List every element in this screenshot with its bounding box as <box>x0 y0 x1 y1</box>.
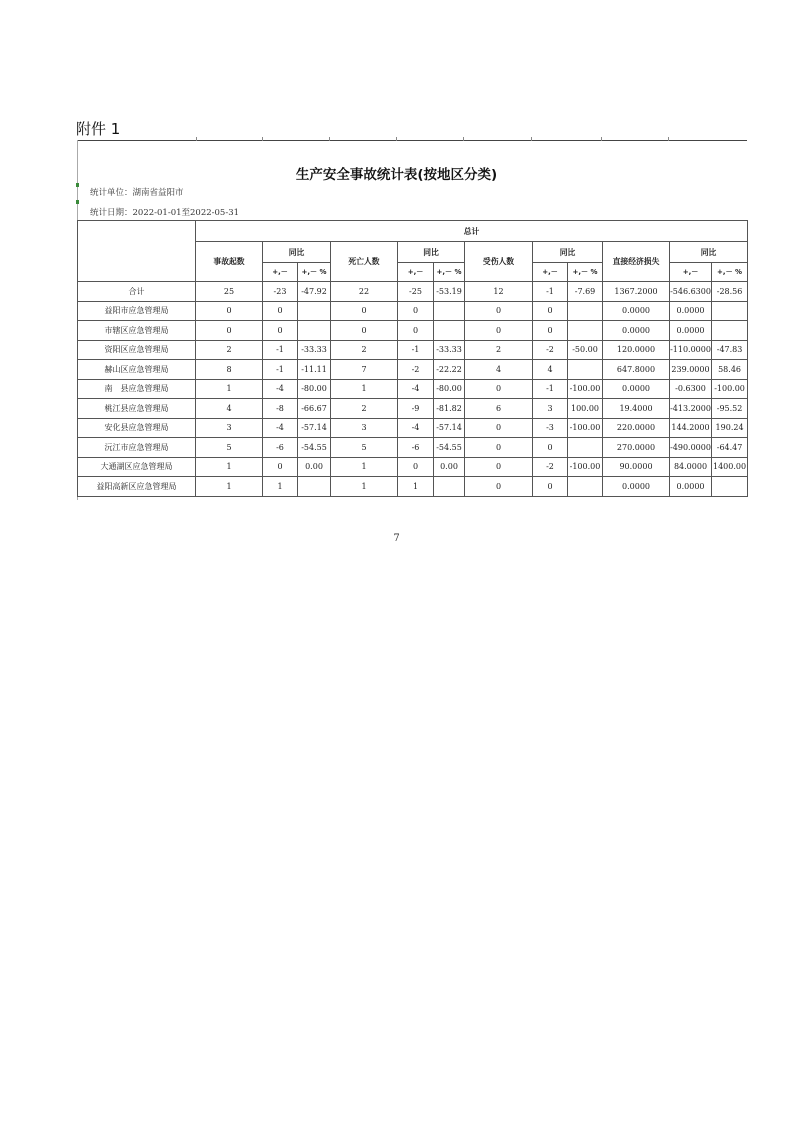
injuries-cell: 0 <box>465 457 533 477</box>
table-row <box>78 360 748 380</box>
deaths-pct-cell: -22.22 <box>434 360 465 380</box>
loss-pct-cell: 58.46 <box>712 360 748 380</box>
injuries-pct-cell <box>568 321 603 341</box>
accidents-pct-cell: 0.00 <box>298 457 331 477</box>
accidents-pct-cell <box>298 477 331 497</box>
injuries-pct-cell: -100.00 <box>568 418 603 438</box>
cell-marker <box>76 183 79 187</box>
injuries-pct-cell: -100.00 <box>568 379 603 399</box>
acc-pct-header: +,－ % <box>298 263 331 282</box>
injuries-diff-cell: 0 <box>533 438 568 458</box>
deaths-diff-cell: 0 <box>398 457 434 477</box>
accidents-pct-cell: -47.92 <box>298 282 331 302</box>
total-header: 总计 <box>196 221 748 242</box>
region-cell: 南 县应急管理局 <box>78 379 196 399</box>
deaths-diff-cell: 1 <box>398 477 434 497</box>
region-cell: 安化县应急管理局 <box>78 418 196 438</box>
injuries-pct-cell <box>568 477 603 497</box>
death-pct-header: +,－ % <box>434 263 465 282</box>
deaths-diff-cell: -1 <box>398 340 434 360</box>
deaths-diff-cell: -4 <box>398 418 434 438</box>
accidents-diff-cell: -23 <box>263 282 298 302</box>
loss-diff-cell: 0.0000 <box>670 477 712 497</box>
loss-pct-cell <box>712 477 748 497</box>
loss-pct-cell: -47.83 <box>712 340 748 360</box>
injuries-cell: 0 <box>465 418 533 438</box>
region-cell: 益阳高新区应急管理局 <box>78 477 196 497</box>
injuries-header: 受伤人数 <box>465 242 533 282</box>
loss-cell: 220.0000 <box>603 418 670 438</box>
injuries-pct-cell <box>568 360 603 380</box>
table-row <box>78 418 748 438</box>
accidents-yoy-header: 同比 <box>263 242 331 263</box>
injuries-cell: 12 <box>465 282 533 302</box>
loss-cell: 90.0000 <box>603 457 670 477</box>
accidents-pct-cell <box>298 321 331 341</box>
accidents-pct-cell: -66.67 <box>298 399 331 419</box>
column-tick <box>262 137 263 141</box>
loss-cell: 0.0000 <box>603 379 670 399</box>
accidents-diff-cell: 0 <box>263 301 298 321</box>
deaths-cell: 22 <box>331 282 398 302</box>
accidents-diff-cell: 1 <box>263 477 298 497</box>
deaths-cell: 1 <box>331 457 398 477</box>
table-row <box>78 379 748 399</box>
injuries-diff-cell: 3 <box>533 399 568 419</box>
loss-cell: 270.0000 <box>603 438 670 458</box>
accidents-pct-cell: -54.55 <box>298 438 331 458</box>
column-tick <box>601 137 602 141</box>
deaths-pct-cell: 0.00 <box>434 457 465 477</box>
accidents-cell: 0 <box>196 321 263 341</box>
loss-cell: 1367.2000 <box>603 282 670 302</box>
injuries-diff-cell: 0 <box>533 301 568 321</box>
accidents-cell: 4 <box>196 399 263 419</box>
loss-pct-cell: 1400.00 <box>712 457 748 477</box>
deaths-cell: 7 <box>331 360 398 380</box>
deaths-yoy-header: 同比 <box>398 242 465 263</box>
accidents-cell: 0 <box>196 301 263 321</box>
accidents-diff-cell: -4 <box>263 379 298 399</box>
injuries-yoy-header: 同比 <box>533 242 603 263</box>
region-cell: 沅江市应急管理局 <box>78 438 196 458</box>
table-title: 生产安全事故统计表(按地区分类) <box>295 167 498 183</box>
column-tick <box>329 137 330 141</box>
loss-cell: 0.0000 <box>603 477 670 497</box>
statistics-unit: 统计单位：湖南省益阳市 <box>90 188 184 198</box>
loss-pct-cell: 190.24 <box>712 418 748 438</box>
sheet-top-border <box>77 140 747 141</box>
table-row <box>78 340 748 360</box>
region-cell: 市辖区应急管理局 <box>78 321 196 341</box>
accidents-diff-cell: 0 <box>263 321 298 341</box>
deaths-pct-cell <box>434 301 465 321</box>
accidents-pct-cell: -57.14 <box>298 418 331 438</box>
accidents-cell: 8 <box>196 360 263 380</box>
accidents-cell: 2 <box>196 340 263 360</box>
injuries-diff-cell: -2 <box>533 340 568 360</box>
deaths-diff-cell: 0 <box>398 301 434 321</box>
column-tick <box>668 137 669 141</box>
accidents-diff-cell: -4 <box>263 418 298 438</box>
loss-pct-cell: -95.52 <box>712 399 748 419</box>
loss-pct-cell <box>712 321 748 341</box>
deaths-cell: 5 <box>331 438 398 458</box>
loss-diff-cell: 144.2000 <box>670 418 712 438</box>
injuries-diff-cell: 0 <box>533 321 568 341</box>
page-number: 7 <box>393 533 400 544</box>
injuries-diff-cell: -2 <box>533 457 568 477</box>
accidents-pct-cell: -80.00 <box>298 379 331 399</box>
deaths-cell: 1 <box>331 477 398 497</box>
injuries-pct-cell: -7.69 <box>568 282 603 302</box>
deaths-pct-cell: -54.55 <box>434 438 465 458</box>
loss-diff-header: +,－ <box>670 263 712 282</box>
deaths-diff-cell: -25 <box>398 282 434 302</box>
accidents-cell: 1 <box>196 477 263 497</box>
deaths-header: 死亡人数 <box>331 242 398 282</box>
accidents-diff-cell: -8 <box>263 399 298 419</box>
accidents-diff-cell: 0 <box>263 457 298 477</box>
accidents-cell: 5 <box>196 438 263 458</box>
injuries-pct-cell: 100.00 <box>568 399 603 419</box>
accidents-pct-cell: -33.33 <box>298 340 331 360</box>
deaths-pct-cell: -57.14 <box>434 418 465 438</box>
deaths-cell: 3 <box>331 418 398 438</box>
accidents-pct-cell: -11.11 <box>298 360 331 380</box>
acc-diff-header: +,－ <box>263 263 298 282</box>
deaths-cell: 0 <box>331 301 398 321</box>
column-tick <box>463 137 464 141</box>
deaths-cell: 2 <box>331 399 398 419</box>
loss-header: 直接经济损失 <box>603 242 670 282</box>
death-diff-header: +,－ <box>398 263 434 282</box>
injuries-cell: 0 <box>465 379 533 399</box>
region-cell: 大通湖区应急管理局 <box>78 457 196 477</box>
loss-diff-cell: -413.2000 <box>670 399 712 419</box>
region-cell: 益阳市应急管理局 <box>78 301 196 321</box>
accidents-diff-cell: -6 <box>263 438 298 458</box>
deaths-diff-cell: -4 <box>398 379 434 399</box>
injuries-diff-cell: -1 <box>533 282 568 302</box>
region-cell: 桃江县应急管理局 <box>78 399 196 419</box>
injuries-cell: 0 <box>465 301 533 321</box>
region-cell: 合计 <box>78 282 196 302</box>
loss-diff-cell: -0.6300 <box>670 379 712 399</box>
loss-cell: 120.0000 <box>603 340 670 360</box>
loss-diff-cell: 0.0000 <box>670 301 712 321</box>
loss-diff-cell: -546.6300 <box>670 282 712 302</box>
loss-pct-cell: -64.47 <box>712 438 748 458</box>
inj-pct-header: +,－ % <box>568 263 603 282</box>
accidents-cell: 1 <box>196 457 263 477</box>
injuries-cell: 0 <box>465 321 533 341</box>
attachment-label: 附件 1 <box>76 120 121 138</box>
injuries-cell: 4 <box>465 360 533 380</box>
statistics-table <box>77 220 748 497</box>
statistics-date: 统计日期：2022-01-01至2022-05-31 <box>90 208 240 218</box>
deaths-pct-cell: -80.00 <box>434 379 465 399</box>
table-row <box>78 477 748 497</box>
loss-pct-header: +,－ % <box>712 263 748 282</box>
table-row <box>78 438 748 458</box>
accidents-header: 事故起数 <box>196 242 263 282</box>
deaths-pct-cell: -81.82 <box>434 399 465 419</box>
loss-diff-cell: 0.0000 <box>670 321 712 341</box>
deaths-cell: 1 <box>331 379 398 399</box>
accidents-diff-cell: -1 <box>263 340 298 360</box>
injuries-pct-cell: -100.00 <box>568 457 603 477</box>
injuries-diff-cell: 0 <box>533 477 568 497</box>
injuries-cell: 0 <box>465 477 533 497</box>
injuries-cell: 0 <box>465 438 533 458</box>
table-row <box>78 282 748 302</box>
loss-cell: 647.8000 <box>603 360 670 380</box>
deaths-pct-cell <box>434 477 465 497</box>
loss-yoy-header: 同比 <box>670 242 748 263</box>
loss-diff-cell: -490.0000 <box>670 438 712 458</box>
injuries-diff-cell: 4 <box>533 360 568 380</box>
table-body <box>78 282 748 497</box>
injuries-pct-cell <box>568 301 603 321</box>
injuries-pct-cell: -50.00 <box>568 340 603 360</box>
deaths-pct-cell: -33.33 <box>434 340 465 360</box>
table-row <box>78 399 748 419</box>
loss-pct-cell <box>712 301 748 321</box>
injuries-pct-cell <box>568 438 603 458</box>
loss-cell: 0.0000 <box>603 321 670 341</box>
deaths-pct-cell <box>434 321 465 341</box>
inj-diff-header: +,－ <box>533 263 568 282</box>
table-row <box>78 301 748 321</box>
loss-diff-cell: -110.0000 <box>670 340 712 360</box>
table-row <box>78 321 748 341</box>
loss-diff-cell: 239.0000 <box>670 360 712 380</box>
region-cell: 资阳区应急管理局 <box>78 340 196 360</box>
injuries-cell: 6 <box>465 399 533 419</box>
accidents-cell: 25 <box>196 282 263 302</box>
injuries-diff-cell: -1 <box>533 379 568 399</box>
accidents-pct-cell <box>298 301 331 321</box>
cell-marker <box>76 200 79 204</box>
column-tick <box>196 137 197 141</box>
accidents-diff-cell: -1 <box>263 360 298 380</box>
loss-pct-cell: -100.00 <box>712 379 748 399</box>
column-tick <box>531 137 532 141</box>
table-row <box>78 457 748 477</box>
region-header <box>78 221 196 282</box>
deaths-cell: 0 <box>331 321 398 341</box>
injuries-cell: 2 <box>465 340 533 360</box>
accidents-cell: 3 <box>196 418 263 438</box>
deaths-diff-cell: 0 <box>398 321 434 341</box>
column-tick <box>396 137 397 141</box>
injuries-diff-cell: -3 <box>533 418 568 438</box>
deaths-pct-cell: -53.19 <box>434 282 465 302</box>
accidents-cell: 1 <box>196 379 263 399</box>
region-cell: 赫山区应急管理局 <box>78 360 196 380</box>
loss-cell: 0.0000 <box>603 301 670 321</box>
deaths-diff-cell: -6 <box>398 438 434 458</box>
loss-diff-cell: 84.0000 <box>670 457 712 477</box>
deaths-cell: 2 <box>331 340 398 360</box>
loss-cell: 19.4000 <box>603 399 670 419</box>
deaths-diff-cell: -9 <box>398 399 434 419</box>
deaths-diff-cell: -2 <box>398 360 434 380</box>
loss-pct-cell: -28.56 <box>712 282 748 302</box>
